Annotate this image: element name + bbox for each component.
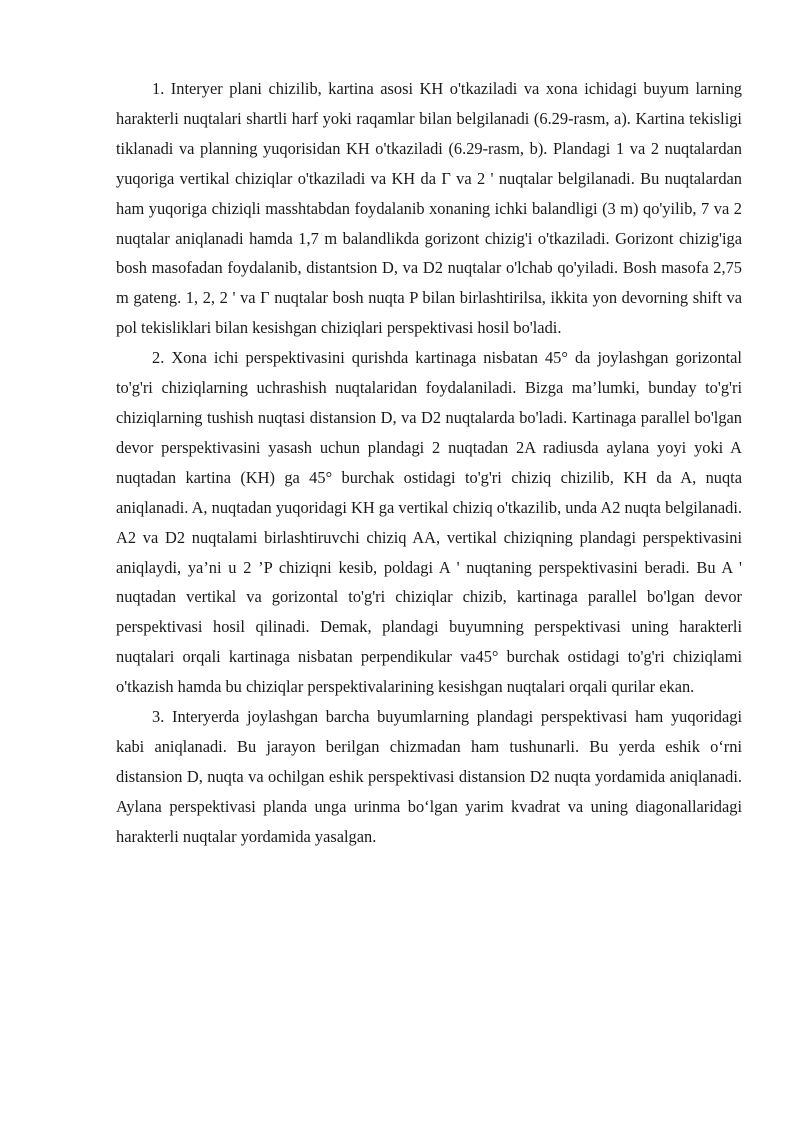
paragraph-3: 3. Interyerda joylashgan barcha buyumlarning plandagi perspektivasi ham yuqoridagi kabi aniqlanadi. Bu jarayon berilgan chizmadan ham tushunarli. Bu yerda eshik o‘rni distansion D, nuqta va ochilgan eshik perspektivasi distansion D2 nuqta yordamida aniqlanadi. Aylana perspektivasi planda unga urinma bo‘lgan yarim kvadrat va uning diagonallaridagi harakterli nuqtalar yordamida yasalgan. (116, 707, 742, 846)
body-text (116, 74, 742, 852)
paragraph-1: 1. Interyer plani chizilib, kartina asosi KH o'tkaziladi va xona ichidagi buyum larning harakterli nuqtalari shartli harf yoki raqamlar bilan belgilanadi (6.29-rasm, a). Kartina tekisligi tiklanadi va planning yuqorisidan KH o'tkaziladi (6.29-rasm, b). Plandagi 1 va 2 nuqtalardan yuqoriga vertikal chiziqlar o'tkaziladi va KH da Γ va 2 ' nuqtalar belgilanadi. Bu nuqtalardan ham yuqoriga chiziqli masshtabdan foydalanib xonaning ichki balandligi (3 m) qo'yilib, 7 va 2 nuqtalar aniqlanadi hamda 1,7 m balandlikda gorizont chizig'i o'tkaziladi. Gorizont chizig'iga bosh masofadan foydalanib, distantsion D, va D2 nuqtalar o'lchab qo'yiladi. Bosh masofa 2,75 m gateng. 1, 2, 2 ' va Γ nuqtalar bosh nuqta P bilan birlashtirilsa, ikkita yon devorning shift va pol tekisliklari bilan kesishgan chiziqlari perspektivasi hosil bo'ladi. (116, 79, 742, 338)
paragraph-2: 2. Xona ichi perspektivasini qurishda kartinaga nisbatan 45° da joylashgan gorizontal to'g'ri chiziqlarning uchrashish nuqtalaridan foydalaniladi. Bizga ma’lumki, bunday to'g'ri chiziqlarning tushish nuqtasi distansion D, va D2 nuqtalarda bo'ladi. Kartinaga parallel bo'lgan devor perspektivasini yasash uchun plandagi 2 nuqtadan 2A radiusda aylana yoyi yoki A nuqtadan kartina (KH) ga 45° burchak ostidagi to'g'ri chiziq chizilib, KH da A, nuqta aniqlanadi. A, nuqtadan yuqoridagi KH ga vertikal chiziq o'tkazilib, unda A2 nuqta belgilanadi. A2 va D2 nuqtalami birlashtiruvchi chiziq AA, vertikal chiziqning plandagi perspektivasini aniqlaydi, ya’ni u 2 ’P chiziqni kesib, poldagi A ' nuqtaning perspektivasini beradi. Bu A ' nuqtadan vertikal va gorizontal to'g'ri chiziqlar chizib, kartinaga parallel bo'lgan devor perspektivasi hosil qilinadi. Demak, plandagi buyumning perspektivasi uning harakterli nuqtalari orqali kartinaga nisbatan perpendikular va45° burchak ostidagi to'g'ri chiziqlami o'tkazish hamda bu chiziqlar perspektivalarining kesishgan nuqtalari orqali qurilar ekan. (116, 348, 742, 697)
